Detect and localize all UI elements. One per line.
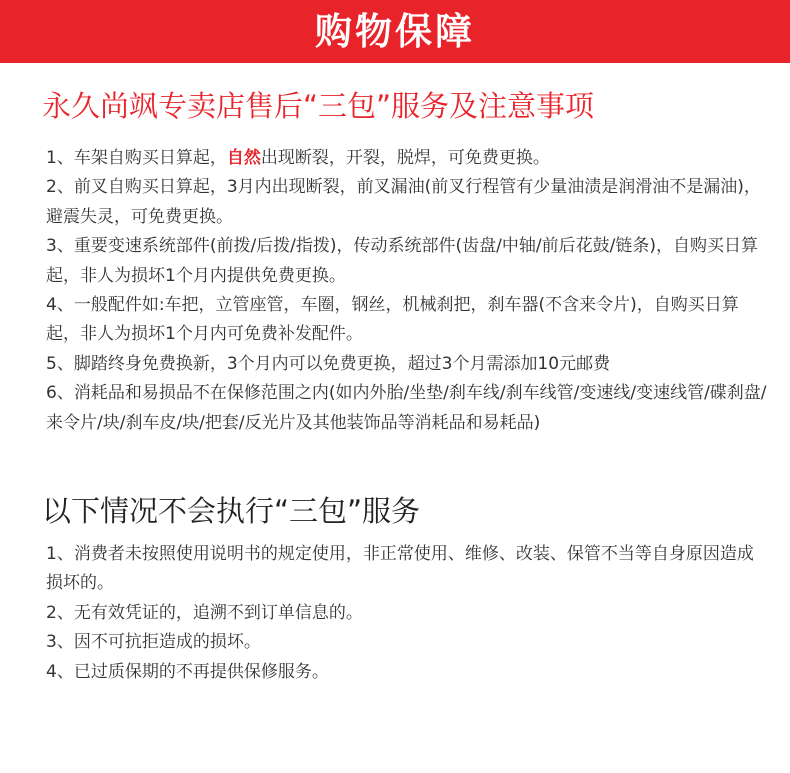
warranty-item-pedals: 5、脚踏终身免费换新，3个月内可以免费更换，超过3个月需添加10元邮费	[46, 353, 611, 374]
warranty-item-frame-end: 出现断裂，开裂，脱焊，可免费更换。	[260, 148, 550, 168]
warranty-item-drivetrain: 3、重要变速系统部件(前拨/后拨/指拨)，传动系统部件(齿盘/中轴/前后花鼓/链条)，自购买日算起，非人为损坏1个月内提供免费更换。	[46, 236, 758, 286]
exclusions-section-title: 以下情况不会执行“三包”服务	[42, 494, 421, 528]
warranty-terms-list	[46, 144, 770, 438]
highlight-natural: 自然	[226, 148, 261, 168]
warranty-item-consumables: 6、消耗品和易损品不在保修范围之内(如内外胎/坐垫/刹车线/刹车线管/变速线/变速线管/碟刹盘/来令片/块/刹车皮/块/把套/反光片及其他装饰品等消耗品和易耗品)	[46, 383, 767, 433]
header-banner	[0, 0, 790, 63]
exclusion-item-no-proof: 2、无有效凭证的，追溯不到订单信息的。	[46, 602, 363, 623]
exclusion-item-force-majeure: 3、因不可抗拒造成的损坏。	[46, 632, 261, 653]
exclusions-list	[46, 540, 770, 687]
warranty-section-title: 永久尚飒专卖店售后“三包”服务及注意事项	[42, 89, 595, 123]
warranty-item-accessories: 4、一般配件如:车把，立管座管，车圈，钢丝，机械刹把，刹车器(不含来令片)，自购买日算起，非人为损坏1个月内可免费补发配件。	[46, 295, 739, 345]
exclusion-item-expired: 4、已过质保期的不再提供保修服务。	[46, 661, 329, 682]
warranty-item-fork: 2、前叉自购买日算起，3月内出现断裂，前叉漏油(前叉行程管有少量油渍是润滑油不是漏油)，避震失灵，可免费更换。	[46, 177, 761, 227]
warranty-item-frame-start: 1、车架自购买日算起，	[46, 148, 227, 168]
warranty-item-frame	[46, 144, 770, 173]
banner-title: 购物保障	[315, 10, 475, 53]
exclusion-item-misuse: 1、消费者未按照使用说明书的规定使用，非正常使用、维修、改装、保管不当等自身原因造成损坏的。	[46, 544, 754, 594]
